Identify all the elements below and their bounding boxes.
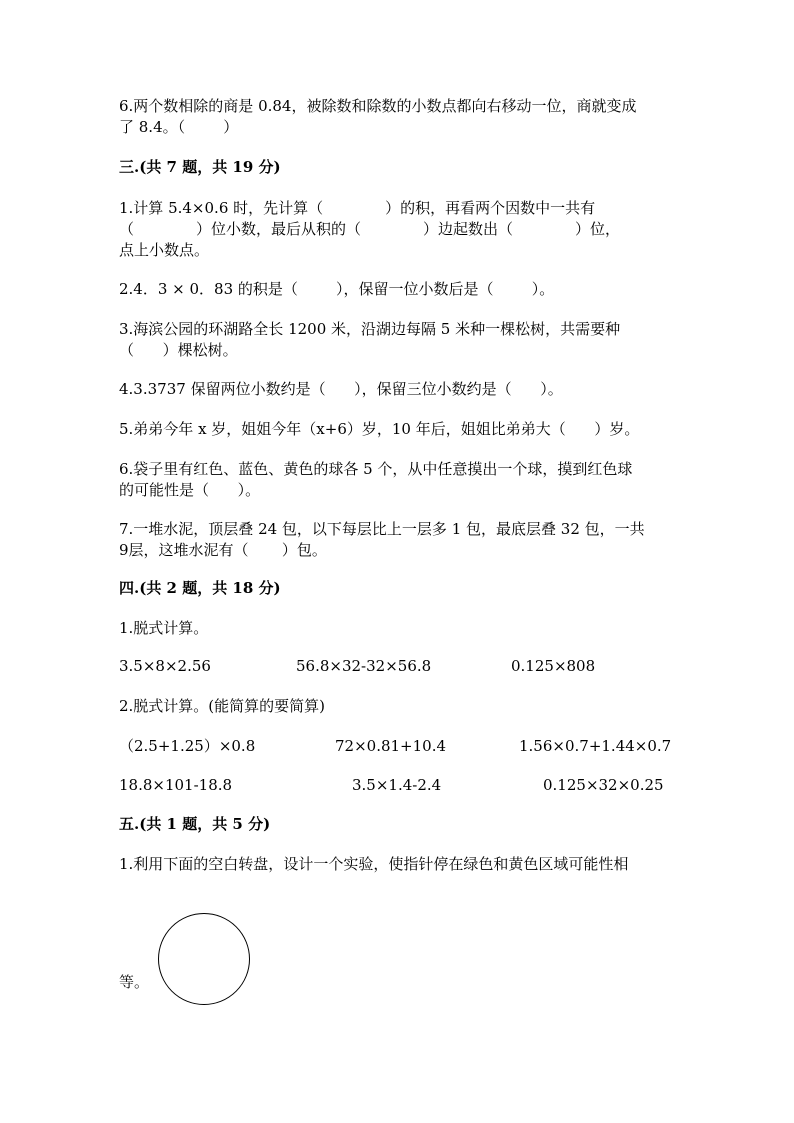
s3-q2-line-1: 2.4．3 × 0．83 的积是（ ），保留一位小数后是（ ）。 [119, 280, 555, 298]
s4-q2-expr-1: （2.5+1.25）×0.8 [119, 737, 256, 755]
s3-q1-line-2: （ ）位小数，最后从积的（ ）边起数出（ ）位， [119, 220, 620, 238]
section-5-heading: 五.(共 1 题，共 5 分) [119, 815, 271, 833]
section-4-heading: 四.(共 2 题，共 18 分) [119, 579, 281, 597]
s4-q2-expr-5: 3.5×1.4-2.4 [352, 776, 442, 794]
s3-q3-line-1: 3.海滨公园的环湖路全长 1200 米，沿湖边每隔 5 米种一棵松树，共需要种 [119, 320, 621, 338]
s4-q1-label: 1.脱式计算。 [119, 619, 209, 637]
section-3-heading: 三.(共 7 题，共 19 分) [119, 158, 281, 176]
s3-q1-line-3: 点上小数点。 [119, 241, 210, 259]
s5-q1-line-2: 等。 [119, 973, 150, 991]
s3-q6-line-2: 的可能性是（ ）。 [119, 481, 261, 499]
s3-q5-line-1: 5.弟弟今年 x 岁，姐姐今年（x+6）岁，10 年后，姐姐比弟弟大（ ）岁。 [119, 420, 640, 438]
s4-q1-expr-3: 0.125×808 [511, 657, 596, 675]
s5-q1-line-1: 1.利用下面的空白转盘，设计一个实验，使指针停在绿色和黄色区域可能性相 [119, 855, 629, 873]
s4-q2-expr-3: 1.56×0.7+1.44×0.7 [519, 737, 672, 755]
s4-q2-expr-2: 72×0.81+10.4 [335, 737, 447, 755]
s3-q1-line-1: 1.计算 5.4×0.6 时，先计算（ ）的积，再看两个因数中一共有 [119, 199, 596, 217]
s3-q4-line-1: 4.3.3737 保留两位小数约是（ ），保留三位小数约是（ ）。 [119, 380, 563, 398]
s4-q1-expr-2: 56.8×32-32×56.8 [296, 657, 432, 675]
s3-q3-line-2: （ ）棵松树。 [119, 341, 238, 359]
s3-q6-line-1: 6.袋子里有红色、蓝色、黄色的球各 5 个，从中任意摸出一个球，摸到红色球 [119, 460, 633, 478]
question-6-line-2: 了 8.4。（ ） [119, 118, 239, 136]
question-6-line-1: 6.两个数相除的商是 0.84，被除数和除数的小数点都向右移动一位，商就变成 [119, 97, 637, 115]
s4-q1-expr-1: 3.5×8×2.56 [119, 657, 211, 675]
s4-q2-expr-6: 0.125×32×0.25 [543, 776, 664, 794]
s4-q2-label: 2.脱式计算。(能简算的要简算) [119, 697, 326, 715]
s3-q7-line-1: 7.一堆水泥，顶层叠 24 包，以下每层比上一层多 1 包，最底层叠 32 包，一共 [119, 520, 645, 538]
s4-q2-expr-4: 18.8×101-18.8 [119, 776, 233, 794]
s3-q7-line-2: 9层，这堆水泥有（ ）包。 [119, 541, 327, 559]
